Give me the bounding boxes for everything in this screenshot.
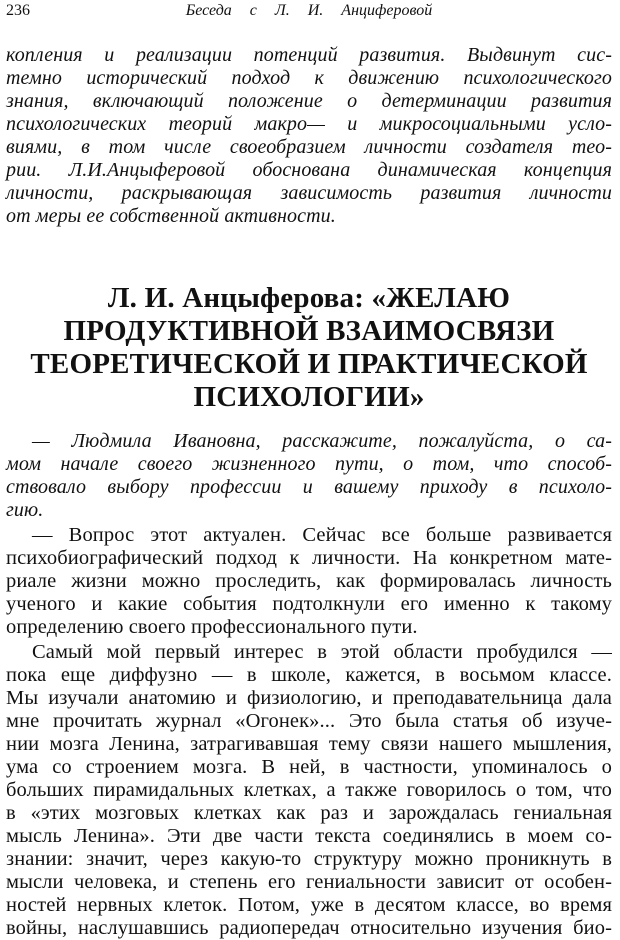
text-line: личности, раскрывающая зависимость развития личности	[6, 182, 612, 204]
intro-paragraph	[6, 44, 612, 228]
text-line: войны, наслушавшись радиопередач относительно изучения био-	[6, 917, 612, 939]
text-line: риале жизни можно проследить, как формировалась личность	[6, 570, 612, 592]
text-line: пока еще диффузно — в школе, кажется, в восьмом классе.	[6, 664, 612, 686]
body-paragraph	[6, 641, 612, 940]
text-line: знании: значит, через какую-то структуру можно проникнуть в	[6, 848, 612, 870]
text-line: определению своего профессионального пути.	[6, 616, 418, 638]
text-line: ума со строением мозга. В ней, в частности, упоминалось о	[6, 756, 612, 778]
chapter-heading	[6, 282, 612, 414]
heading-line: Л. И. Анцыферова: «ЖЕЛАЮ	[107, 282, 511, 314]
text-line: Мы изучали анатомию и физиологию, и преподавательница дала	[6, 687, 612, 709]
running-title: Беседа с Л. И. Анциферовой	[185, 2, 433, 19]
heading-line: ПСИХОЛОГИИ»	[193, 381, 425, 413]
text-line: мом начале своего жизненного пути, о том, что способ-	[6, 453, 612, 475]
book-page	[6, 0, 612, 940]
text-line: ученого и какие события подтолкнули его именно к такому	[6, 593, 612, 615]
text-line: в «этих мозговых клетках как раз и зарождалась гениальная	[6, 802, 612, 824]
text-line: темно исторический подход к движению психологического	[6, 67, 612, 89]
running-header	[6, 0, 612, 26]
heading-line: ТЕОРЕТИЧЕСКОЙ И ПРАКТИЧЕСКОЙ	[30, 348, 588, 380]
text-line: копления и реализации потенций развития. Выдвинут сис-	[6, 44, 612, 66]
text-line: мне прочитать журнал «Огонек»... Это была статья об изуче-	[6, 710, 612, 732]
text-line: — Вопрос этот актуален. Сейчас все больше развивается	[32, 524, 612, 546]
page-number: 236	[6, 2, 30, 19]
text-line: виями, в том числе своеобразием личности создателя тео-	[6, 136, 612, 158]
text-line: Самый мой первый интерес в этой области пробудился —	[32, 641, 612, 663]
text-line: рии. Л.И.Анцыферовой обоснована динамическая концепция	[6, 159, 612, 181]
text-line: психологических теорий макро— и микросоциальными усло-	[6, 113, 612, 135]
text-line: — Людмила Ивановна, расскажите, пожалуйста, о са-	[32, 430, 612, 452]
text-line: психобиографический подход к личности. На конкретном мате-	[6, 547, 612, 569]
interview-answer	[6, 524, 612, 639]
heading-line: ПРОДУКТИВНОЙ ВЗАИМОСВЯЗИ	[63, 315, 555, 347]
text-line: знания, включающий положение о детерминации развития	[6, 90, 612, 112]
text-line: ностей нервных клеток. Потом, уже в десятом классе, во время	[6, 894, 612, 916]
text-line: ствовало выбору профессии и вашему приходу в психоло-	[6, 476, 612, 498]
text-line: от меры ее собственной активности.	[6, 205, 336, 227]
text-line: гию.	[6, 499, 44, 521]
text-line: больших пирамидальных клетках, а также говорилось о том, что	[6, 779, 612, 801]
interview-question	[6, 430, 612, 522]
text-line: мысли человека, и степень его гениальности зависит от особен-	[6, 871, 612, 893]
text-line: мысль Ленина». Эти две части текста соединялись в моем со-	[6, 825, 612, 847]
text-line: нии мозга Ленина, затрагивавшая тему связи нашего мышления,	[6, 733, 612, 755]
